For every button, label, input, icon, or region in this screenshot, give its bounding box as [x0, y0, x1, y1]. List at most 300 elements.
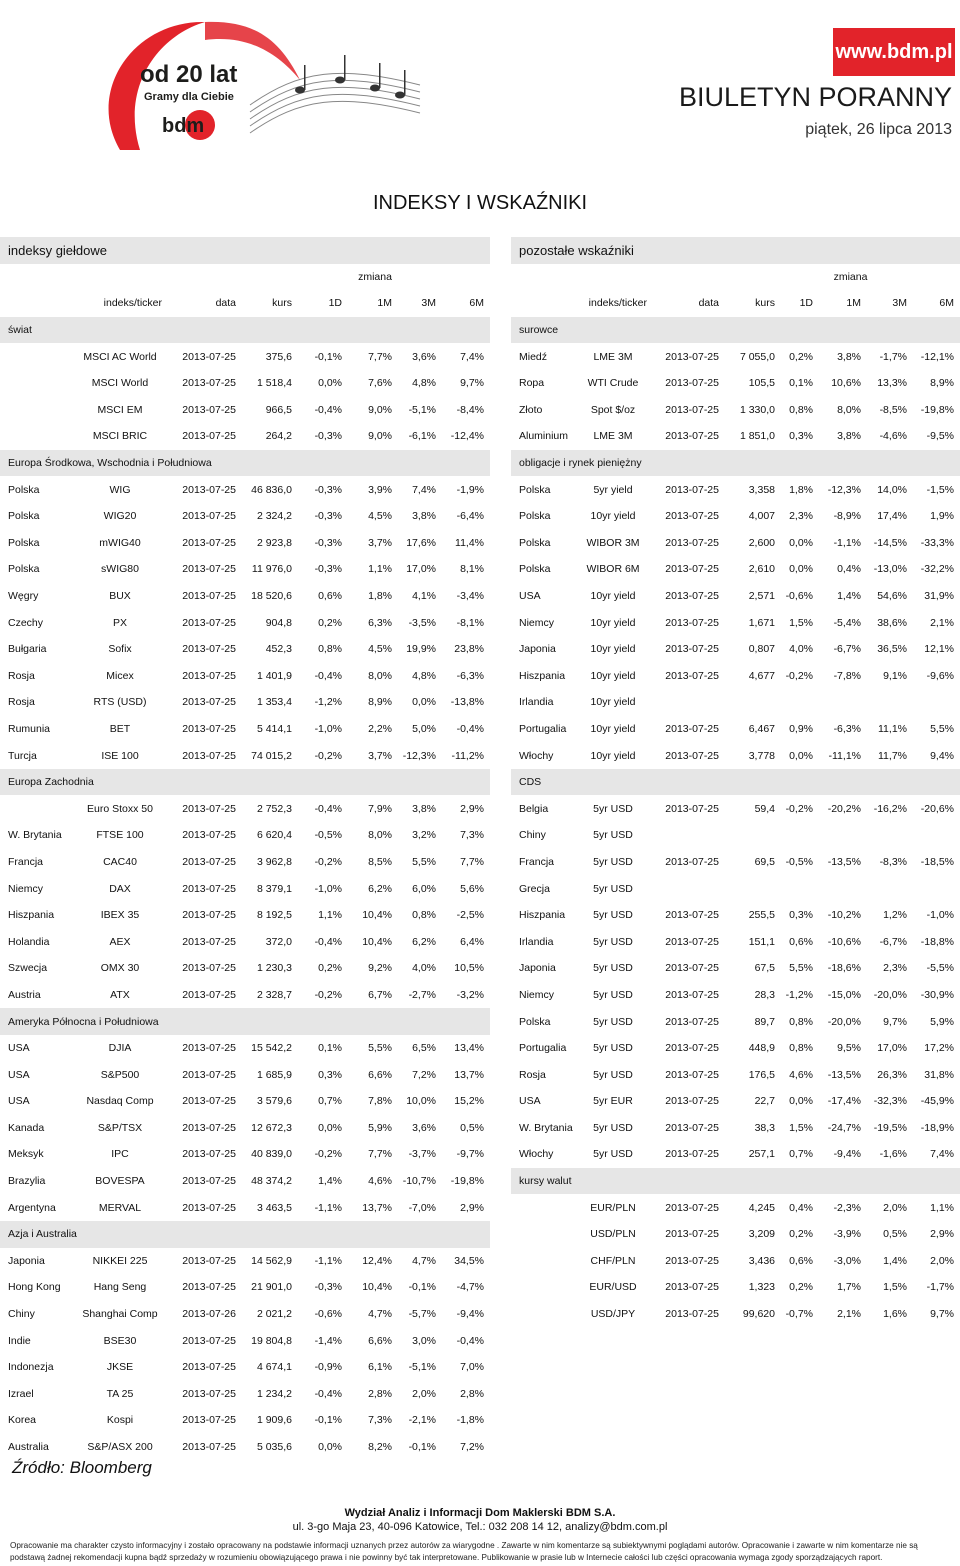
country-cell: Włochy — [519, 749, 554, 762]
value-cell: -12,3% — [827, 483, 861, 496]
value-cell: 257,1 — [748, 1148, 775, 1161]
country-cell: Chiny — [519, 829, 546, 842]
value-cell: 1 353,4 — [256, 696, 292, 709]
value-cell: 31,9% — [924, 590, 955, 603]
value-cell: 452,3 — [265, 643, 292, 656]
ticker-cell: CAC40 — [103, 855, 137, 868]
country-cell: Australia — [8, 1441, 49, 1454]
country-cell — [511, 1301, 573, 1328]
value-cell: -19,8% — [920, 403, 955, 416]
value-cell: 7,6% — [368, 377, 392, 390]
value-cell: 36,5% — [877, 643, 907, 656]
country-cell: Indie — [8, 1334, 31, 1347]
value-cell: 13,3% — [877, 377, 907, 390]
value-cell: 2013-07-25 — [182, 1414, 236, 1427]
left-zmiana: zmiana — [358, 270, 392, 283]
value-cell: -13,8% — [450, 696, 485, 709]
value-cell: -15,0% — [827, 988, 861, 1001]
table-row — [511, 583, 960, 610]
value-cell: 4,5% — [368, 510, 392, 523]
column-header: data — [215, 297, 236, 310]
value-cell: 2013-07-25 — [182, 988, 236, 1001]
value-cell: 11,7% — [878, 749, 907, 762]
ticker-cell: BSE30 — [103, 1334, 137, 1347]
value-cell: 0,3% — [318, 1068, 342, 1081]
country-cell — [511, 1248, 573, 1275]
section-header-row — [0, 1221, 490, 1248]
value-cell: 3,8% — [837, 350, 861, 363]
value-cell: 2013-07-25 — [182, 749, 236, 762]
value-cell: 7,7% — [460, 855, 485, 868]
country-cell: Hiszpania — [519, 909, 566, 922]
value-cell: 264,2 — [265, 430, 292, 443]
value-cell: 6,6% — [368, 1334, 392, 1347]
value-cell: 2013-07-25 — [665, 855, 719, 868]
section-header-row — [0, 1008, 490, 1035]
value-cell: -1,6% — [879, 1148, 907, 1161]
value-cell: -0,3% — [314, 563, 342, 576]
value-cell: -11,2% — [451, 749, 485, 762]
value-cell: 1,4% — [318, 1175, 342, 1188]
ticker-cell: Shanghai Comp — [82, 1308, 158, 1321]
value-cell: 2013-07-25 — [665, 483, 719, 496]
value-cell: 0,0% — [789, 563, 813, 576]
value-cell: 105,5 — [748, 377, 775, 390]
value-cell: 0,2% — [789, 1281, 813, 1294]
value-cell — [867, 689, 913, 716]
ticker-cell: 10yr yield — [590, 722, 636, 735]
value-cell: 17,6% — [406, 536, 436, 549]
value-cell: 2,600 — [748, 536, 775, 549]
table-row — [0, 636, 490, 663]
value-cell — [725, 689, 781, 716]
table-row — [511, 955, 960, 982]
stock-indices-table — [0, 237, 490, 1460]
country-cell: Czechy — [8, 616, 44, 629]
value-cell: 9,0% — [368, 403, 392, 416]
value-cell: -19,5% — [873, 1121, 907, 1134]
value-cell: 10,4% — [362, 909, 392, 922]
value-cell: 2013-07-25 — [665, 722, 719, 735]
country-cell — [0, 343, 72, 370]
country-cell — [511, 1194, 573, 1221]
value-cell: 3,8% — [412, 802, 436, 815]
value-cell: 34,5% — [454, 1254, 485, 1267]
section-label: Europa Środkowa, Wschodnia i Południowa — [0, 450, 490, 477]
ticker-cell: MSCI AC World — [83, 350, 157, 363]
country-cell: Japonia — [8, 1254, 45, 1267]
value-cell: 9,1% — [883, 669, 907, 682]
value-cell: 2013-07-25 — [182, 1281, 236, 1294]
value-cell: 11,4% — [455, 536, 485, 549]
column-header: indeks/ticker — [103, 297, 162, 310]
value-cell: 3,8% — [412, 510, 436, 523]
value-cell: 99,620 — [742, 1308, 775, 1321]
value-cell: 3,778 — [748, 749, 775, 762]
value-cell: 17,4% — [877, 510, 907, 523]
value-cell: 28,3 — [754, 988, 775, 1001]
value-cell: 0,2% — [318, 616, 342, 629]
ticker-cell: 5yr USD — [593, 1015, 633, 1028]
value-cell: -19,8% — [450, 1175, 485, 1188]
value-cell: 1 230,3 — [256, 962, 292, 975]
value-cell: -1,7% — [926, 1281, 955, 1294]
table-row — [511, 609, 960, 636]
value-cell: 12,1% — [924, 643, 955, 656]
value-cell: 2013-07-25 — [182, 403, 236, 416]
value-cell: 7,4% — [930, 1148, 955, 1161]
value-cell: -9,6% — [926, 669, 955, 682]
table-row — [0, 609, 490, 636]
value-cell: -9,4% — [833, 1148, 861, 1161]
page-title: BIULETYN PORANNY — [678, 82, 952, 112]
value-cell: 8,0% — [837, 403, 861, 416]
value-cell: -13,5% — [827, 855, 861, 868]
value-cell: 151,1 — [748, 935, 775, 948]
value-cell: 6,467 — [748, 722, 775, 735]
value-cell: 2,571 — [748, 590, 775, 603]
value-cell: 7,9% — [368, 802, 392, 815]
value-cell: -0,5% — [314, 829, 342, 842]
section-header-row — [0, 769, 490, 796]
ticker-cell: Spot $/oz — [590, 403, 636, 416]
value-cell: -12,4% — [450, 430, 485, 443]
value-cell: 0,5% — [883, 1228, 907, 1241]
value-cell: 31,8% — [924, 1068, 955, 1081]
value-cell: 2013-07-26 — [182, 1308, 236, 1321]
value-cell: -8,1% — [456, 616, 485, 629]
value-cell: 255,5 — [748, 909, 775, 922]
country-cell: Hong Kong — [8, 1281, 61, 1294]
value-cell: 2013-07-25 — [665, 802, 719, 815]
value-cell: 2013-07-25 — [665, 935, 719, 948]
value-cell: 4,677 — [748, 669, 775, 682]
value-cell: 0,1% — [318, 1042, 342, 1055]
table-row — [511, 1115, 960, 1142]
table-row — [0, 1327, 490, 1354]
value-cell: -0,5% — [785, 855, 813, 868]
country-cell: Argentyna — [8, 1201, 56, 1214]
value-cell: 2013-07-25 — [665, 643, 719, 656]
value-cell: 0,3% — [789, 909, 813, 922]
value-cell: -0,3% — [314, 483, 342, 496]
website-badge[interactable] — [833, 28, 955, 76]
value-cell: -0,4% — [456, 722, 485, 735]
table-row — [511, 795, 960, 822]
value-cell: 2013-07-25 — [665, 669, 719, 682]
country-cell: Holandia — [8, 935, 50, 948]
value-cell: 4 674,1 — [256, 1361, 292, 1374]
ticker-cell: 5yr USD — [593, 909, 633, 922]
ticker-cell: TA 25 — [106, 1387, 134, 1400]
value-cell: 21 901,0 — [251, 1281, 292, 1294]
table-row — [511, 822, 960, 849]
country-cell: USA — [519, 1095, 541, 1108]
table-row — [511, 1301, 960, 1328]
table-row — [0, 902, 490, 929]
table-row — [0, 716, 490, 743]
country-cell: Irlandia — [519, 696, 554, 709]
value-cell: -5,7% — [408, 1308, 436, 1321]
ticker-cell: IPC — [111, 1148, 129, 1161]
value-cell: 7,3% — [368, 1414, 392, 1427]
table-row — [0, 1301, 490, 1328]
value-cell: -18,6% — [827, 962, 861, 975]
value-cell: 2,8% — [368, 1387, 392, 1400]
table-row — [0, 663, 490, 690]
value-cell: 2013-07-25 — [665, 909, 719, 922]
country-cell — [0, 423, 72, 450]
value-cell: 4,8% — [412, 669, 436, 682]
value-cell: 7,8% — [368, 1095, 392, 1108]
value-cell: 4,6% — [368, 1175, 392, 1188]
value-cell: -2,1% — [408, 1414, 436, 1427]
value-cell: 17,0% — [877, 1042, 907, 1055]
ticker-cell: Kospi — [106, 1414, 134, 1427]
value-cell: 14,0% — [877, 483, 907, 496]
value-cell: 1,4% — [837, 590, 861, 603]
value-cell: 6,3% — [368, 616, 392, 629]
country-cell — [0, 397, 72, 424]
value-cell: 2013-07-25 — [665, 590, 719, 603]
table-row — [0, 1194, 490, 1221]
value-cell: 2013-07-25 — [182, 1121, 236, 1134]
table-row — [511, 928, 960, 955]
value-cell: 1,2% — [883, 909, 907, 922]
value-cell: 2013-07-25 — [182, 1201, 236, 1214]
table-row — [511, 370, 960, 397]
ticker-cell: BET — [109, 722, 131, 735]
value-cell: 2013-07-25 — [182, 1068, 236, 1081]
left-table-title: indeksy giełdowe — [0, 237, 490, 264]
country-cell: Rumunia — [8, 722, 51, 735]
value-cell: -12,3% — [402, 749, 436, 762]
ticker-cell: WIBOR 3M — [586, 536, 640, 549]
ticker-cell: 10yr yield — [590, 749, 636, 762]
value-cell: 1,1% — [318, 909, 342, 922]
value-cell: 2,3% — [789, 510, 813, 523]
table-row — [0, 795, 490, 822]
value-cell: 10,4% — [362, 1281, 392, 1294]
value-cell: 7,4% — [412, 483, 436, 496]
value-cell: 13,4% — [454, 1042, 485, 1055]
ticker-cell: MSCI World — [91, 377, 149, 390]
section-label: kursy walut — [511, 1168, 960, 1195]
value-cell: -4,7% — [456, 1281, 485, 1294]
value-cell: 2013-07-25 — [665, 510, 719, 523]
value-cell — [819, 822, 867, 849]
country-cell: Chiny — [8, 1308, 35, 1321]
country-cell: Polska — [519, 1015, 551, 1028]
value-cell: 375,6 — [265, 350, 292, 363]
value-cell — [913, 689, 960, 716]
table-row — [511, 503, 960, 530]
value-cell: -1,2% — [785, 988, 813, 1001]
value-cell: -13,0% — [873, 563, 907, 576]
value-cell: 12,4% — [362, 1254, 392, 1267]
table-row — [0, 1434, 490, 1461]
value-cell: -30,9% — [920, 988, 955, 1001]
ticker-cell: S&P500 — [100, 1068, 140, 1081]
value-cell: 9,7% — [883, 1015, 907, 1028]
value-cell: 0,8% — [789, 1015, 813, 1028]
value-cell: -1,0% — [314, 722, 342, 735]
value-cell: 3,2% — [412, 829, 436, 842]
value-cell: 9,7% — [460, 377, 485, 390]
value-cell: -0,1% — [408, 1281, 436, 1294]
ticker-cell: JKSE — [106, 1361, 134, 1374]
country-cell: Izrael — [8, 1387, 34, 1400]
value-cell: 1,323 — [748, 1281, 775, 1294]
ticker-cell: WIG — [109, 483, 131, 496]
value-cell: 1,5% — [789, 616, 813, 629]
value-cell: 0,8% — [789, 403, 813, 416]
value-cell: 2 324,2 — [256, 510, 292, 523]
country-cell: Niemcy — [8, 882, 44, 895]
value-cell: 2,610 — [748, 563, 775, 576]
ticker-cell: LME 3M — [593, 430, 633, 443]
table-row — [511, 556, 960, 583]
section-label: Europa Zachodnia — [0, 769, 490, 796]
country-cell: Grecja — [519, 882, 550, 895]
country-cell: Austria — [8, 988, 41, 1001]
ticker-cell: BUX — [109, 590, 131, 603]
value-cell: 13,7% — [454, 1068, 485, 1081]
value-cell: 40 839,0 — [251, 1148, 292, 1161]
value-cell: 3,9% — [368, 483, 392, 496]
table-row — [0, 822, 490, 849]
value-cell: 4,245 — [748, 1201, 775, 1214]
ticker-cell: sWIG80 — [101, 563, 139, 576]
value-cell: 2013-07-25 — [182, 1095, 236, 1108]
ticker-cell: mWIG40 — [99, 536, 141, 549]
value-cell: 2013-07-25 — [182, 350, 236, 363]
value-cell: 2013-07-25 — [665, 749, 719, 762]
value-cell: 2013-07-25 — [182, 1441, 236, 1454]
value-cell: -33,3% — [920, 536, 955, 549]
value-cell: 2013-07-25 — [665, 1308, 719, 1321]
table-row — [511, 1274, 960, 1301]
value-cell: 2013-07-25 — [665, 1095, 719, 1108]
value-cell: -1,7% — [879, 350, 907, 363]
section-label: CDS — [511, 769, 960, 796]
value-cell: 9,5% — [837, 1042, 861, 1055]
ticker-cell: 10yr yield — [590, 669, 636, 682]
value-cell: -9,4% — [456, 1308, 485, 1321]
value-cell — [781, 689, 819, 716]
value-cell: 74 015,2 — [251, 749, 292, 762]
ticker-cell: 5yr EUR — [593, 1095, 633, 1108]
value-cell: 10,0% — [406, 1095, 436, 1108]
value-cell: -0,2% — [314, 988, 342, 1001]
column-header: indeks/ticker — [588, 297, 647, 310]
country-cell: Polska — [519, 536, 551, 549]
ticker-cell: 10yr yield — [590, 696, 636, 709]
value-cell: 2013-07-25 — [182, 1175, 236, 1188]
value-cell: 1,8% — [789, 483, 813, 496]
section-header-row — [0, 317, 490, 344]
value-cell: 17,0% — [406, 563, 436, 576]
value-cell: -0,3% — [314, 536, 342, 549]
country-cell — [0, 370, 72, 397]
value-cell: -3,4% — [456, 590, 485, 603]
value-cell: 5,9% — [930, 1015, 955, 1028]
column-header: 6M — [469, 297, 485, 310]
table-row — [511, 1141, 960, 1168]
table-row — [511, 1035, 960, 1062]
footer-disclaimer: Opracowanie ma charakter czysto informacyjny i zostało opracowany na podstawie informacji uznanych przez autorów za wiarygodne . Zawarte w nim komentarze są subiektywnymi poglądami autorów. Opracowanie i zawarte w nim komentarze nie są podstawą żadnej rekomendacji kupna bądź sprzedaży w rozumieniu obowiązującego prawa i nie powinny być tak interpretowane. Publikowanie w prasie lub w Internecie całości lub części opracowania wymaga zgody sporządzających raport. — [10, 1541, 918, 1562]
country-cell: Rosja — [519, 1068, 546, 1081]
value-cell: -45,9% — [920, 1095, 955, 1108]
country-cell: Portugalia — [519, 722, 567, 735]
ticker-cell: USD/JPY — [590, 1308, 636, 1321]
value-cell: -8,4% — [456, 403, 485, 416]
value-cell: 2013-07-25 — [665, 403, 719, 416]
table-row — [511, 343, 960, 370]
value-cell: -7,8% — [833, 669, 861, 682]
value-cell: 1,8% — [368, 590, 392, 603]
ticker-cell: S&P/TSX — [97, 1121, 143, 1134]
value-cell: 46 836,0 — [251, 483, 292, 496]
value-cell: -1,9% — [456, 483, 485, 496]
value-cell: 5,0% — [412, 722, 436, 735]
value-cell: -18,9% — [920, 1121, 955, 1134]
value-cell: -10,6% — [827, 935, 861, 948]
country-cell: Polska — [8, 483, 40, 496]
value-cell: 3,6% — [412, 350, 436, 363]
ticker-cell: PX — [112, 616, 127, 629]
value-cell: 2 021,2 — [256, 1308, 292, 1321]
value-cell: 1,7% — [837, 1281, 861, 1294]
section-header-row — [0, 450, 490, 477]
value-cell: -5,1% — [408, 1361, 436, 1374]
ticker-cell: MERVAL — [98, 1201, 142, 1214]
value-cell: 2,0% — [930, 1254, 955, 1267]
value-cell: -3,5% — [408, 616, 436, 629]
value-cell: 1 851,0 — [739, 430, 775, 443]
value-cell — [653, 822, 725, 849]
table-row — [0, 1168, 490, 1195]
section-title: INDEKSY I WSKAŹNIKI — [372, 192, 588, 214]
value-cell: -20,0% — [873, 988, 907, 1001]
ticker-cell: IBEX 35 — [100, 909, 140, 922]
section-label: Azja i Australia — [0, 1221, 490, 1248]
other-indicators-table — [511, 237, 960, 1327]
value-cell: 0,0% — [318, 1121, 342, 1134]
value-cell: 1,5% — [883, 1281, 907, 1294]
value-cell: 2013-07-25 — [182, 590, 236, 603]
value-cell: 6,6% — [368, 1068, 392, 1081]
value-cell: 2013-07-25 — [182, 829, 236, 842]
value-cell — [781, 822, 819, 849]
value-cell: -8,5% — [879, 403, 907, 416]
value-cell — [913, 875, 960, 902]
value-cell: 38,3 — [754, 1121, 775, 1134]
value-cell: -3,7% — [408, 1148, 436, 1161]
section-header-row — [511, 769, 960, 796]
value-cell: 0,6% — [789, 1254, 813, 1267]
ticker-cell: 5yr USD — [593, 802, 633, 815]
value-cell: 2013-07-25 — [182, 722, 236, 735]
country-cell: Węgry — [8, 590, 39, 603]
value-cell: 966,5 — [265, 403, 292, 416]
value-cell: 1,1% — [930, 1201, 955, 1214]
value-cell: 9,2% — [368, 962, 392, 975]
country-cell: Bułgaria — [8, 643, 47, 656]
value-cell: 18 520,6 — [251, 590, 292, 603]
value-cell: 6,1% — [368, 1361, 392, 1374]
value-cell: -0,2% — [314, 855, 342, 868]
